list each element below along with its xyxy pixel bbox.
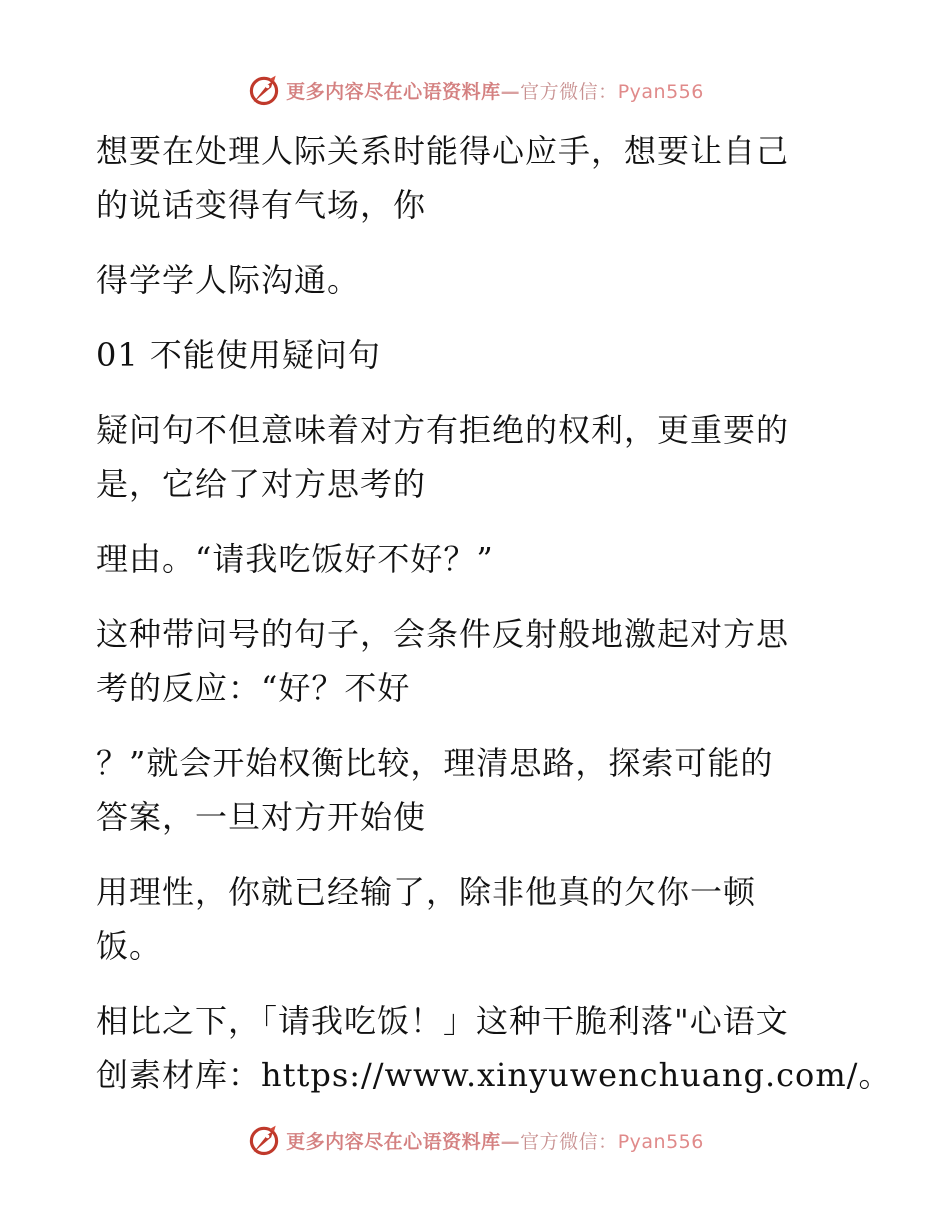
paragraph-line: 创素材库：https://www.xinyuwenchuang.com/。 (96, 1056, 892, 1094)
paragraph-4 (96, 403, 856, 511)
pen-nib-logo-icon (246, 72, 282, 108)
paragraph-line: 答案，一旦对方开始使 (96, 798, 427, 836)
header-banner-text (286, 77, 704, 104)
paragraph-line: 考的反应：“好？不好 (96, 669, 411, 707)
paragraph-6 (96, 607, 856, 715)
paragraph-line: 疑问句不但意味着对方有拒绝的权利，更重要的 (96, 411, 790, 449)
paragraph-line: 这种带问号的句子，会条件反射般地激起对方思 (96, 615, 790, 653)
paragraph-8 (96, 865, 856, 973)
document-body (96, 124, 892, 1123)
pen-nib-logo-icon (246, 1122, 282, 1158)
footer-wechat-id: Pyan556 (617, 1130, 704, 1153)
paragraph-line: 的说话变得有气场，你 (96, 186, 427, 224)
paragraph-line: ？”就会开始权衡比较，理清思路，探索可能的 (96, 744, 774, 782)
paragraph-line: 用理性，你就已经输了，除非他真的欠你一顿 (96, 873, 757, 911)
footer-banner-main: 更多内容尽在心语资料库 (286, 1130, 501, 1153)
footer-wechat-label: 官方微信： (520, 1130, 618, 1153)
header-banner-main: 更多内容尽在心语资料库 (286, 80, 501, 103)
paragraph-line: 饭。 (96, 927, 163, 965)
header-banner (0, 68, 950, 112)
paragraph-line: 是，它给了对方思考的 (96, 465, 427, 503)
footer-banner-dash: — (500, 1130, 521, 1153)
paragraph-line: 得学学人际沟通。 (96, 261, 361, 299)
header-banner-dash: — (500, 80, 521, 103)
section-heading (96, 328, 856, 382)
paragraph-5 (96, 532, 856, 586)
header-wechat-id: Pyan556 (617, 80, 704, 103)
footer-banner-text (286, 1127, 704, 1154)
paragraph-line: 想要在处理人际关系时能得心应手，想要让自己 (96, 132, 790, 170)
paragraph-1 (96, 124, 856, 232)
footer-banner (0, 1118, 950, 1162)
paragraph-2 (96, 253, 856, 307)
paragraph-7 (96, 736, 856, 844)
paragraph-line: 相比之下，「请我吃饭！」这种干脆利落"心语文 (96, 1002, 789, 1040)
header-wechat-label: 官方微信： (520, 80, 618, 103)
paragraph-line: 01 不能使用疑问句 (96, 336, 381, 374)
paragraph-9 (96, 994, 892, 1102)
paragraph-line: 理由。“请我吃饭好不好？” (96, 540, 494, 578)
